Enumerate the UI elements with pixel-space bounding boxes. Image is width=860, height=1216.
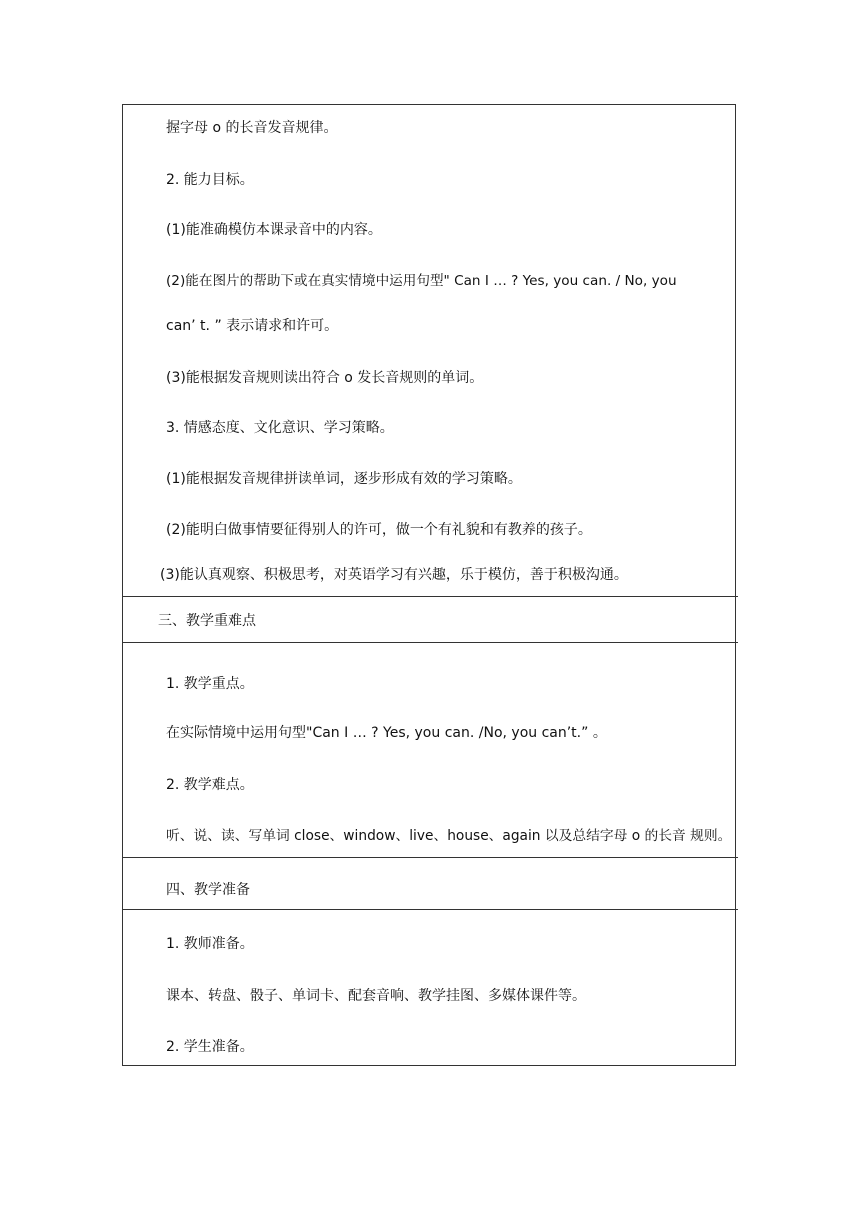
difficulty-heading: 2. 教学难点。 [166,777,254,793]
objective-line: (3)能根据发音规则读出符合 o 发长音规则的单词。 [166,370,484,386]
objective-line: (2)能明白做事情要征得别人的许可，做一个有礼貌和有教养的孩子。 [166,522,592,538]
objective-line: (1)能根据发音规律拼读单词，逐步形成有效的学习策略。 [166,471,522,487]
objective-line: can’ t. ” 表示请求和许可。 [166,318,339,334]
section-heading: 四、教学准备 [166,882,250,898]
objective-line: (2)能在图片的帮助下或在真实情境中运用句型" Can I … ? Yes, you can. / No, you [166,273,677,289]
prep-line: 课本、转盘、骰子、单词卡、配套音响、教学挂图、多媒体课件等。 [166,988,586,1004]
row-divider [122,909,738,910]
objective-line: (1)能准确模仿本课录音中的内容。 [166,222,382,238]
objective-line: (3)能认真观察、积极思考，对英语学习有兴趣，乐于模仿，善于积极沟通。 [160,567,628,583]
objective-line: 握字母 o 的长音发音规律。 [166,120,338,136]
lesson-plan-table [122,104,736,1066]
section-heading: 三、教学重难点 [158,613,256,629]
objective-heading: 2. 能力目标。 [166,172,254,188]
prep-heading: 1. 教师准备。 [166,936,254,952]
focus-heading: 1. 教学重点。 [166,676,254,692]
objective-heading: 3. 情感态度、文化意识、学习策略。 [166,420,394,436]
row-divider [122,857,738,858]
prep-heading: 2. 学生准备。 [166,1039,254,1055]
row-divider [122,596,738,597]
difficulty-line: 听、说、读、写单词 close、window、live、house、again 以及总结字母 o 的长音 规则。 [166,828,732,844]
row-divider [122,642,738,643]
focus-line: 在实际情境中运用句型"Can I … ? Yes, you can. /No, you can’t.” 。 [166,725,607,741]
